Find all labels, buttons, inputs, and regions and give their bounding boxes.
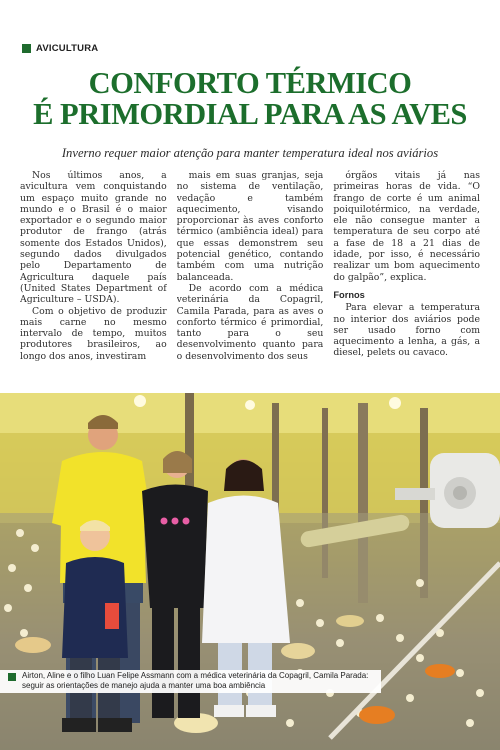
caption-marker xyxy=(8,673,16,681)
paragraph: órgãos vitais já nas primeiras horas de vida. “O frango de corte é um animal poiquilotérmico, na verdade, ele não consegue manter a temperatura de seu corpo até a fase de 18 a 21 dias de idade, por isso, é necessário realizar um bom aquecimento do galpão”, explica. xyxy=(333,170,481,283)
headline xyxy=(0,68,500,130)
aviary-photo xyxy=(0,393,500,750)
paragraph: Nos últimos anos, a avicultura vem conquistando um espaço muito grande no mundo e o Brasil é o maior exportador e o segundo maior produtor de frango (atrás somente dos Estados Unidos), segundo dados divulgados pelo Departamento de Agricultura daquele país (United States Department of Agriculture – USDA). xyxy=(20,170,167,306)
light-bulb xyxy=(389,397,401,409)
column-3 xyxy=(333,170,480,390)
photo-caption xyxy=(0,670,381,693)
paragraph: De acordo com a médica veterinária da Copagril, Camila Parada, para as aves o conforto térmico é primordial, tanto para o seu desenvolvimento quanto para o desenvolvimento dos seus xyxy=(176,282,324,362)
headline-line-1: CONFORTO TÉRMICO xyxy=(88,66,412,100)
caption-text: Airton, Aline e o filho Luan Felipe Assmann com a médica veterinária da Copagril, Camila Parada: seguir as orientações de manejo ajuda a manter uma boa ambiência xyxy=(22,671,369,690)
section-marker xyxy=(22,44,31,53)
subtitle: Inverno requer maior atenção para manter temperatura ideal nos aviários xyxy=(61,146,439,160)
light-bulb xyxy=(245,400,255,410)
paragraph: mais em suas granjas, seja no sistema de ventilação, vedação e também aquecimento, visando proporcionar às aves conforto térmico (ambiência ideal) para que essas demonstrem seu potencial genético, contando também com uma nutrição balanceada. xyxy=(176,170,324,283)
subheading-fornos: Fornos xyxy=(333,289,365,300)
headline-line-2: É PRIMORDIAL PARA AS AVES xyxy=(33,97,467,131)
column-2 xyxy=(177,170,324,390)
article-body xyxy=(20,170,480,390)
column-1 xyxy=(20,170,167,390)
light-bulb xyxy=(134,395,146,407)
paragraph: Com o objetivo de produzir mais carne no mesmo intervalo de tempo, muitos produtores brasileiros, ao longo dos anos, investiram xyxy=(20,305,167,362)
paragraph: Para elevar a temperatura no interior dos aviários pode ser usado forno com aquecimento a lenha, a gás, a diesel, pelets ou cavaco. xyxy=(333,302,481,359)
section-tag xyxy=(22,43,98,54)
section-label: AVICULTURA xyxy=(36,43,99,54)
aviary-photo-illustration xyxy=(0,393,500,750)
